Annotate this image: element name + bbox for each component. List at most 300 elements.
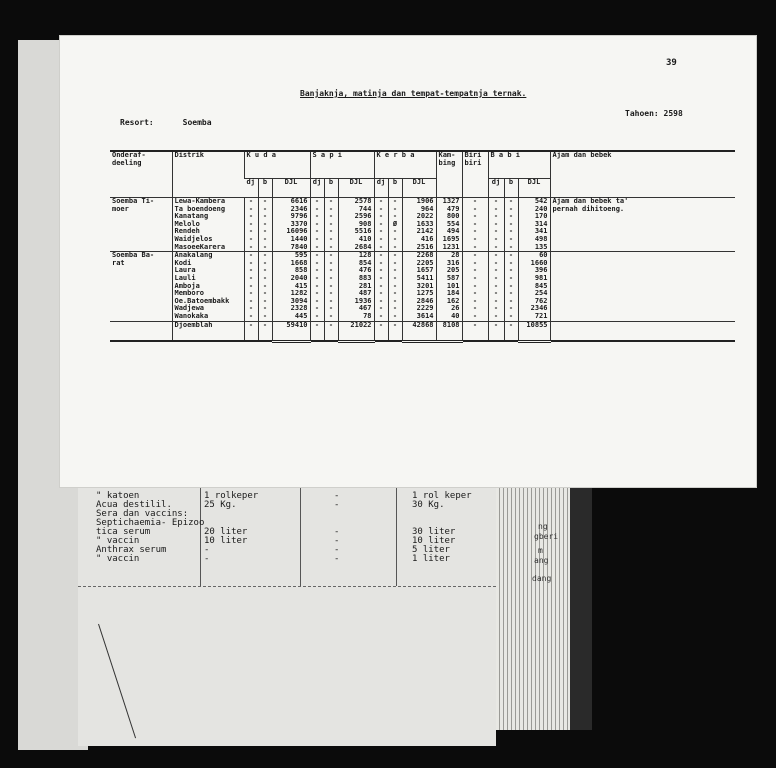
- cell-value: 2346: [530, 304, 548, 313]
- ledger-cell: 1 liter: [412, 554, 450, 564]
- cell-value: -: [378, 311, 384, 320]
- cell-biri: [462, 198, 488, 252]
- district-cell: [172, 198, 244, 252]
- subheader-dj: dj: [244, 179, 258, 198]
- cell-value: -: [508, 258, 514, 267]
- cell-value: -: [314, 242, 320, 251]
- cell-value: -: [314, 258, 320, 267]
- cell-value: -: [262, 289, 268, 298]
- header-kambing-line: bing: [438, 158, 456, 167]
- ledger-cell: " katoen: [96, 491, 140, 501]
- header-biri-line: Biri: [464, 151, 482, 159]
- subheader-b: b: [258, 179, 272, 198]
- cell-value: -: [493, 266, 499, 275]
- onderafdeeling-line: moer: [112, 204, 129, 213]
- cell-value: -: [248, 281, 254, 290]
- cell-value: -: [508, 219, 514, 228]
- cell-value: -: [314, 311, 320, 320]
- cell-value: 854: [358, 258, 372, 267]
- total-kerbau-djl: 42868: [402, 321, 436, 341]
- cell-value: 78: [363, 311, 372, 320]
- cell-value: -: [262, 204, 268, 213]
- livestock-report-sheet: [60, 36, 756, 487]
- cell-value: -: [472, 289, 478, 298]
- header-onderafdeeling-line: Onderaf-: [112, 151, 146, 159]
- cell-value: -: [472, 311, 478, 320]
- subheader-djl: DJL: [272, 179, 310, 198]
- cell-value: -: [392, 258, 398, 267]
- cell-value: 1282: [290, 289, 308, 298]
- cell-value: -: [248, 296, 254, 305]
- cell-value: -: [493, 273, 499, 282]
- total-kerbau-dj: -: [374, 321, 388, 341]
- cell-value: 744: [358, 204, 372, 213]
- cell-value: -: [328, 289, 334, 298]
- onderafdeeling-line: rat: [112, 258, 125, 267]
- totals-spacer: [110, 321, 172, 341]
- cell-value: -: [248, 197, 254, 205]
- cell-value: -: [314, 281, 320, 290]
- cell-value: 60: [539, 251, 548, 260]
- cell-value: 476: [358, 266, 372, 275]
- cell-kuda-dj: [244, 198, 258, 252]
- residency-label: Resort:: [120, 118, 154, 127]
- cell-value: -: [328, 251, 334, 260]
- district-name: Oe.Batoembakk: [174, 296, 230, 305]
- onderafdeeling-cell: [110, 198, 172, 252]
- year-label: Tahoen:: [625, 109, 659, 118]
- cell-value: -: [328, 304, 334, 313]
- cell-value: Ø: [392, 219, 398, 228]
- cell-value: 1660: [530, 258, 548, 267]
- cell-value: 1936: [354, 296, 372, 305]
- header-sapi: S a p i: [310, 151, 374, 179]
- total-sapi-dj: -: [310, 321, 324, 341]
- cell-value: 314: [534, 219, 548, 228]
- cell-value: -: [472, 296, 478, 305]
- cell-value: -: [378, 258, 384, 267]
- cell-value: -: [392, 296, 398, 305]
- cell-value: 845: [534, 281, 548, 290]
- cell-value: 1695: [442, 234, 460, 243]
- ledger-cell: -: [334, 545, 340, 555]
- livestock-table: [110, 150, 735, 343]
- cell-value: -: [472, 204, 478, 213]
- cell-value: 2846: [416, 296, 434, 305]
- cell-value: -: [378, 266, 384, 275]
- adjacent-page-fragments: [498, 480, 578, 620]
- cell-value: -: [262, 296, 268, 305]
- cell-babi-dj: [488, 198, 504, 252]
- cell-value: -: [262, 273, 268, 282]
- cell-value: -: [378, 296, 384, 305]
- cell-value: 2516: [416, 242, 434, 251]
- onderafdeeling-cell: [110, 252, 172, 321]
- ledger-cell: 10 liter: [204, 536, 248, 546]
- header-onderafdeeling: [110, 151, 172, 198]
- cell-value: 487: [358, 289, 372, 298]
- cell-value: 316: [446, 258, 460, 267]
- district-cell: [172, 252, 244, 321]
- cell-value: -: [508, 234, 514, 243]
- fragment-text: ang: [534, 556, 549, 565]
- cell-value: -: [508, 204, 514, 213]
- cell-value: -: [248, 289, 254, 298]
- cell-value: -: [378, 281, 384, 290]
- cell-value: -: [378, 219, 384, 228]
- ledger-cell: 1 rolkeper: [204, 491, 259, 501]
- cell-value: 26: [451, 304, 460, 313]
- cell-value: -: [248, 273, 254, 282]
- cell-value: -: [392, 242, 398, 251]
- cell-value: -: [328, 242, 334, 251]
- cell-value: 416: [420, 234, 434, 243]
- total-babi-djl: 10855: [518, 321, 550, 341]
- cell-value: -: [472, 197, 478, 205]
- cell-value: -: [508, 251, 514, 260]
- page-number: 39: [666, 58, 677, 68]
- cell-value: 5411: [416, 273, 434, 282]
- cell-value: 2142: [416, 227, 434, 236]
- cell-value: -: [328, 273, 334, 282]
- cell-sapi-b: [324, 252, 338, 321]
- cell-value: 5516: [354, 227, 372, 236]
- ledger-cell: -: [204, 545, 210, 555]
- cell-value: -: [472, 273, 478, 282]
- cell-value: -: [262, 266, 268, 275]
- cell-kerbau-dj: [374, 252, 388, 321]
- cell-value: -: [378, 242, 384, 251]
- total-babi-dj: -: [488, 321, 504, 341]
- header-ayam: Ajam dan bebek: [550, 151, 735, 198]
- subheader-dj: dj: [488, 179, 504, 198]
- cell-value: -: [392, 281, 398, 290]
- total-babi-b: -: [504, 321, 518, 341]
- ayam-note-line: Ajam dan bebek ta': [552, 197, 629, 205]
- cell-value: -: [328, 212, 334, 221]
- cell-value: -: [314, 273, 320, 282]
- cell-value: 908: [358, 219, 372, 228]
- cell-value: -: [508, 273, 514, 282]
- cell-sapi-dj: [310, 252, 324, 321]
- ledger-cell: -: [334, 500, 340, 510]
- ledger-cell: 20 liter: [204, 527, 248, 537]
- cell-value: -: [472, 234, 478, 243]
- cell-value: -: [472, 304, 478, 313]
- ledger-cell: -: [334, 491, 340, 501]
- cell-value: -: [314, 219, 320, 228]
- ledger-cell: Sera dan vaccins:: [96, 509, 189, 519]
- cell-value: 1668: [290, 258, 308, 267]
- cell-value: -: [493, 204, 499, 213]
- subheader-b: b: [388, 179, 402, 198]
- cell-value: -: [378, 234, 384, 243]
- cell-value: 240: [534, 204, 548, 213]
- cell-value: 9796: [290, 212, 308, 221]
- ledger-cell: 5 liter: [412, 545, 450, 555]
- cell-kambing: [436, 198, 462, 252]
- cell-value: -: [392, 273, 398, 282]
- cell-value: -: [392, 212, 398, 221]
- cell-value: -: [262, 304, 268, 313]
- totals-label: Djoemblah: [172, 321, 244, 341]
- district-name: Kodi: [174, 258, 192, 267]
- cell-value: -: [472, 212, 478, 221]
- onderafdeeling-line: Soemba Ba-: [112, 251, 155, 260]
- cell-value: 858: [294, 266, 308, 275]
- cell-kerbau-b: [388, 252, 402, 321]
- cell-value: 1275: [416, 289, 434, 298]
- fragment-text: gberi: [534, 532, 559, 541]
- cell-value: 3370: [290, 219, 308, 228]
- cell-value: 2596: [354, 212, 372, 221]
- cell-value: 2346: [290, 204, 308, 213]
- total-kerbau-b: -: [388, 321, 402, 341]
- pen-stroke: [98, 624, 136, 738]
- cell-value: 2040: [290, 273, 308, 282]
- onderafdeeling-line: Soemba Ti-: [112, 197, 155, 205]
- cell-value: -: [493, 227, 499, 236]
- subheader-djl: DJL: [402, 179, 436, 198]
- subheader-dj: dj: [374, 179, 388, 198]
- district-name: Ta boendoeng: [174, 204, 226, 213]
- total-kuda-dj: -: [244, 321, 258, 341]
- district-name: Anakalang: [174, 251, 213, 260]
- cell-value: -: [328, 296, 334, 305]
- cell-value: -: [378, 212, 384, 221]
- dashed-rule: [78, 586, 496, 587]
- cell-value: -: [508, 227, 514, 236]
- cell-value: -: [493, 242, 499, 251]
- cell-value: 554: [446, 219, 460, 228]
- ledger-cell: tica serum: [96, 527, 151, 537]
- cell-value: -: [262, 227, 268, 236]
- total-kuda-b: -: [258, 321, 272, 341]
- district-name: Lewa-Kambera: [174, 197, 226, 205]
- cell-babi-b: [504, 252, 518, 321]
- subheader-b: b: [324, 179, 338, 198]
- cell-value: -: [392, 266, 398, 275]
- district-name: Laura: [174, 266, 196, 275]
- cell-value: -: [262, 219, 268, 228]
- cell-value: 205: [446, 266, 460, 275]
- total-sapi-b: -: [324, 321, 338, 341]
- cell-kuda-b: [258, 198, 272, 252]
- cell-value: -: [508, 212, 514, 221]
- cell-value: 184: [446, 289, 460, 298]
- cell-value: -: [472, 251, 478, 260]
- cell-value: 2268: [416, 251, 434, 260]
- cell-value: -: [248, 204, 254, 213]
- cell-value: -: [493, 258, 499, 267]
- cell-value: -: [328, 266, 334, 275]
- cell-value: 494: [446, 227, 460, 236]
- cell-kambing: [436, 252, 462, 321]
- cell-value: -: [493, 251, 499, 260]
- total-biri: -: [462, 321, 488, 341]
- cell-value: -: [328, 219, 334, 228]
- cell-kuda-dj: [244, 252, 258, 321]
- ayam-note-line: pernah dihitoeng.: [552, 204, 625, 213]
- totals-ayam: [550, 321, 735, 341]
- cell-value: -: [248, 266, 254, 275]
- cell-kuda-djl: [272, 252, 310, 321]
- cell-value: 135: [534, 242, 548, 251]
- fragment-text: m: [538, 546, 543, 555]
- cell-value: -: [392, 289, 398, 298]
- subheader-djl: DJL: [518, 179, 550, 198]
- cell-value: -: [314, 304, 320, 313]
- cell-value: 28: [451, 251, 460, 260]
- cell-value: 762: [534, 296, 548, 305]
- header-onderafdeeling-line: deeling: [112, 158, 142, 167]
- cell-value: -: [262, 251, 268, 260]
- ledger-cell: -: [334, 554, 340, 564]
- cell-value: -: [493, 219, 499, 228]
- cell-value: -: [314, 289, 320, 298]
- ledger-cell: Acua destilil.: [96, 500, 172, 510]
- cell-value: 341: [534, 227, 548, 236]
- cell-value: 101: [446, 281, 460, 290]
- header-kambing-line: Kam-: [438, 151, 456, 159]
- cell-value: 415: [294, 281, 308, 290]
- cell-value: -: [314, 197, 320, 205]
- total-sapi-djl: 21022: [338, 321, 374, 341]
- cell-value: 587: [446, 273, 460, 282]
- cell-value: -: [472, 266, 478, 275]
- cell-value: 1440: [290, 234, 308, 243]
- cell-sapi-b: [324, 198, 338, 252]
- cell-value: -: [508, 304, 514, 313]
- cell-value: -: [248, 219, 254, 228]
- ledger-cell: 25 Kg.: [204, 500, 237, 510]
- cell-value: 883: [358, 273, 372, 282]
- year-field: [625, 109, 683, 118]
- total-kuda-djl: 59410: [272, 321, 310, 341]
- ayam-note: [550, 252, 735, 321]
- cell-value: -: [248, 258, 254, 267]
- cell-value: 981: [534, 273, 548, 282]
- cell-sapi-dj: [310, 198, 324, 252]
- cell-value: 1906: [416, 197, 434, 205]
- cell-value: -: [508, 296, 514, 305]
- cell-value: -: [392, 311, 398, 320]
- cell-value: 40: [451, 311, 460, 320]
- header-kerbau: K e r b a: [374, 151, 436, 179]
- cell-value: -: [262, 281, 268, 290]
- district-name: Rendeh: [174, 227, 200, 236]
- cell-kuda-b: [258, 252, 272, 321]
- cell-value: 2328: [290, 304, 308, 313]
- cell-babi-dj: [488, 252, 504, 321]
- cell-value: 800: [446, 212, 460, 221]
- cell-value: 128: [358, 251, 372, 260]
- cell-value: -: [262, 212, 268, 221]
- cell-value: -: [472, 281, 478, 290]
- cell-value: 1633: [416, 219, 434, 228]
- cell-value: 964: [420, 204, 434, 213]
- underlying-ledger-page: [78, 484, 496, 746]
- ledger-cell: 30 Kg.: [412, 500, 445, 510]
- cell-babi-b: [504, 198, 518, 252]
- cell-value: -: [493, 234, 499, 243]
- cell-value: -: [472, 258, 478, 267]
- cell-value: 3201: [416, 281, 434, 290]
- ledger-cell: " vaccin: [96, 536, 140, 546]
- header-district: Distrik: [172, 151, 244, 198]
- ledger-cell: 30 liter: [412, 527, 456, 537]
- cell-value: -: [392, 234, 398, 243]
- header-kuda: K u d a: [244, 151, 310, 179]
- cell-value: 170: [534, 212, 548, 221]
- cell-value: 7840: [290, 242, 308, 251]
- residency-field: [120, 118, 212, 127]
- cell-value: 6616: [290, 197, 308, 205]
- cell-value: 281: [358, 281, 372, 290]
- cell-value: -: [314, 266, 320, 275]
- cell-value: -: [314, 212, 320, 221]
- cell-value: -: [378, 227, 384, 236]
- total-kambing: 8108: [436, 321, 462, 341]
- ledger-cell: 1 rol keper: [412, 491, 472, 501]
- cell-value: -: [314, 251, 320, 260]
- cell-value: 3614: [416, 311, 434, 320]
- cell-value: 396: [534, 266, 548, 275]
- cell-value: 498: [534, 234, 548, 243]
- cell-value: -: [472, 242, 478, 251]
- cell-value: -: [328, 258, 334, 267]
- year-value: 2598: [663, 109, 683, 118]
- district-name: Wadjewa: [174, 304, 205, 313]
- cell-value: -: [472, 219, 478, 228]
- cell-value: -: [328, 197, 334, 205]
- cell-value: -: [328, 204, 334, 213]
- cell-value: -: [328, 227, 334, 236]
- cell-value: -: [248, 304, 254, 313]
- cell-value: -: [493, 212, 499, 221]
- cell-value: -: [378, 273, 384, 282]
- cell-value: -: [314, 234, 320, 243]
- cell-value: -: [378, 251, 384, 260]
- cell-value: -: [248, 242, 254, 251]
- cell-value: -: [493, 296, 499, 305]
- cell-babi-djl: [518, 198, 550, 252]
- cell-value: -: [472, 227, 478, 236]
- cell-value: -: [314, 296, 320, 305]
- cell-value: -: [328, 281, 334, 290]
- cell-value: -: [378, 304, 384, 313]
- cell-value: -: [328, 234, 334, 243]
- cell-value: 254: [534, 289, 548, 298]
- cell-biri: [462, 252, 488, 321]
- cell-value: -: [248, 311, 254, 320]
- cell-value: -: [392, 227, 398, 236]
- cell-value: -: [508, 197, 514, 205]
- cell-value: -: [378, 204, 384, 213]
- ledger-cell: -: [204, 554, 210, 564]
- cell-value: -: [493, 304, 499, 313]
- cell-value: -: [248, 212, 254, 221]
- cell-babi-djl: [518, 252, 550, 321]
- cell-value: -: [314, 227, 320, 236]
- cell-value: 1327: [442, 197, 460, 205]
- cell-value: 542: [534, 197, 548, 205]
- cell-value: -: [508, 281, 514, 290]
- cell-value: -: [248, 234, 254, 243]
- subheader-b: b: [504, 179, 518, 198]
- cell-value: 3094: [290, 296, 308, 305]
- ledger-cell: Septichaemia- Epizoo: [96, 518, 205, 528]
